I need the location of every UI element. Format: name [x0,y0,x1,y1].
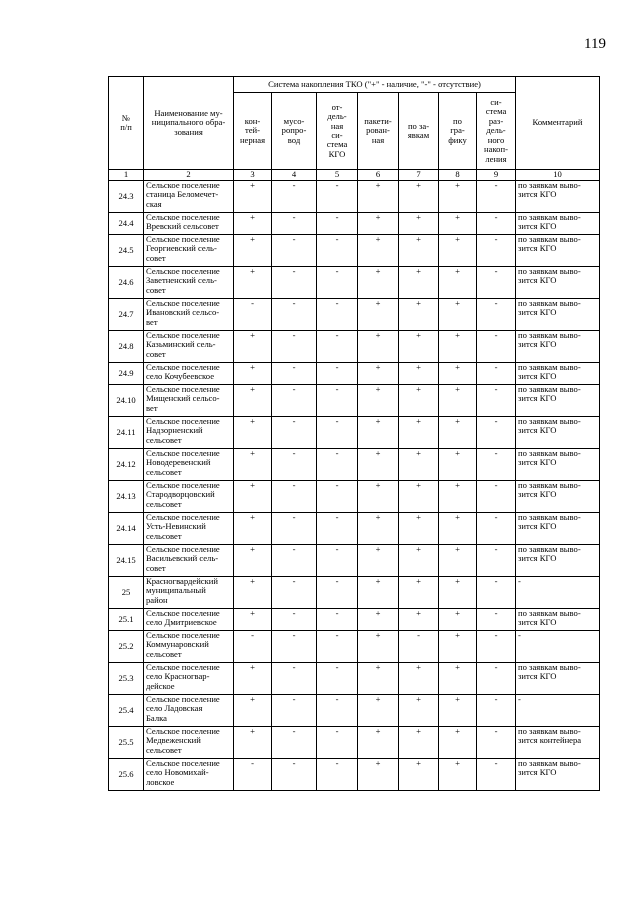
municipality-name: Сельское поселение село Новомихай- ловское [144,759,234,791]
cell-separate-collection: - [477,481,516,513]
cell-container: + [234,695,272,727]
row-number: 24.3 [109,181,144,213]
header-municipality: Наименование му- ниципального обра- зования [144,77,234,170]
cell-container: + [234,727,272,759]
table-row [109,513,600,545]
row-number: 24.15 [109,545,144,577]
column-index: 6 [358,170,399,181]
cell-on-request: + [399,267,439,299]
municipality-name: Сельское поселение станица Беломечет- ская [144,181,234,213]
row-comment: по заявкам выво- зится КГО [516,513,600,545]
table-row [109,235,600,267]
cell-packaged: + [358,181,399,213]
row-number: 24.10 [109,385,144,417]
column-index-row [109,170,600,181]
cell-on-request: + [399,417,439,449]
cell-kgo-system: - [317,759,358,791]
cell-packaged: + [358,663,399,695]
cell-on-schedule: + [439,577,477,609]
table-row [109,363,600,385]
column-index: 4 [272,170,317,181]
table-row [109,631,600,663]
cell-on-schedule: + [439,417,477,449]
cell-on-request: + [399,759,439,791]
cell-packaged: + [358,727,399,759]
cell-container: + [234,577,272,609]
header-kgo-system: от- дель- ная си- стема КГО [317,93,358,170]
table-row [109,727,600,759]
row-number: 25.2 [109,631,144,663]
cell-container: + [234,235,272,267]
row-comment: по заявкам выво- зится КГО [516,449,600,481]
header-number: № п/п [109,77,144,170]
table-row [109,267,600,299]
row-comment: по заявкам выво- зится КГО [516,267,600,299]
cell-container: + [234,267,272,299]
table-row [109,609,600,631]
municipality-name: Сельское поселение Казьминский сель- совет [144,331,234,363]
cell-kgo-system: - [317,609,358,631]
cell-on-request: + [399,181,439,213]
cell-separate-collection: - [477,331,516,363]
cell-separate-collection: - [477,267,516,299]
row-number: 24.14 [109,513,144,545]
cell-on-schedule: + [439,331,477,363]
table-row [109,417,600,449]
cell-on-request: + [399,363,439,385]
cell-on-request: + [399,545,439,577]
cell-packaged: + [358,481,399,513]
cell-packaged: + [358,759,399,791]
column-index: 9 [477,170,516,181]
column-index: 2 [144,170,234,181]
cell-packaged: + [358,449,399,481]
row-comment: по заявкам выво- зится КГО [516,417,600,449]
table-row [109,213,600,235]
row-number: 25.4 [109,695,144,727]
row-number: 25.5 [109,727,144,759]
cell-container: - [234,759,272,791]
cell-on-schedule: + [439,609,477,631]
table-row [109,449,600,481]
cell-on-request: + [399,331,439,363]
table-row [109,385,600,417]
municipality-name: Красногвардейский муниципальный район [144,577,234,609]
row-comment: по заявкам выво- зится КГО [516,235,600,267]
column-index: 5 [317,170,358,181]
cell-separate-collection: - [477,181,516,213]
municipality-name: Сельское поселение Коммунаровский сельсовет [144,631,234,663]
row-number: 24.12 [109,449,144,481]
cell-on-schedule: + [439,545,477,577]
cell-garbage-chute: - [272,267,317,299]
cell-container: + [234,663,272,695]
cell-separate-collection: - [477,631,516,663]
column-index: 3 [234,170,272,181]
cell-on-schedule: + [439,267,477,299]
row-number: 25 [109,577,144,609]
row-comment: по заявкам выво- зится КГО [516,181,600,213]
cell-packaged: + [358,513,399,545]
cell-kgo-system: - [317,481,358,513]
cell-packaged: + [358,363,399,385]
cell-on-schedule: + [439,481,477,513]
cell-separate-collection: - [477,449,516,481]
column-index: 1 [109,170,144,181]
table-header [109,77,600,181]
cell-on-request: + [399,513,439,545]
row-number: 24.4 [109,213,144,235]
cell-on-request: - [399,631,439,663]
table-row [109,759,600,791]
row-number: 25.6 [109,759,144,791]
cell-on-schedule: + [439,235,477,267]
cell-kgo-system: - [317,695,358,727]
cell-container: + [234,513,272,545]
header-packaged: пакети- рован- ная [358,93,399,170]
cell-garbage-chute: - [272,663,317,695]
row-comment: по заявкам выво- зится КГО [516,609,600,631]
cell-separate-collection: - [477,299,516,331]
cell-kgo-system: - [317,385,358,417]
municipality-name: Сельское поселение Вревский сельсовет [144,213,234,235]
cell-container: + [234,363,272,385]
cell-packaged: + [358,267,399,299]
cell-garbage-chute: - [272,235,317,267]
cell-on-request: + [399,727,439,759]
cell-kgo-system: - [317,299,358,331]
header-on-schedule: по гра- фику [439,93,477,170]
row-number: 24.9 [109,363,144,385]
cell-on-schedule: + [439,695,477,727]
cell-on-schedule: + [439,299,477,331]
cell-on-request: + [399,577,439,609]
cell-garbage-chute: - [272,513,317,545]
cell-on-request: + [399,609,439,631]
table-row [109,663,600,695]
cell-on-schedule: + [439,385,477,417]
cell-garbage-chute: - [272,299,317,331]
row-number: 24.11 [109,417,144,449]
municipality-name: Сельское поселение Заветненский сель- совет [144,267,234,299]
cell-on-request: + [399,299,439,331]
cell-kgo-system: - [317,213,358,235]
cell-garbage-chute: - [272,759,317,791]
column-index: 8 [439,170,477,181]
cell-container: - [234,631,272,663]
cell-separate-collection: - [477,727,516,759]
cell-kgo-system: - [317,267,358,299]
table-row [109,545,600,577]
cell-garbage-chute: - [272,385,317,417]
row-number: 24.13 [109,481,144,513]
cell-separate-collection: - [477,545,516,577]
cell-on-request: + [399,385,439,417]
row-comment: - [516,695,600,727]
page-number: 119 [584,36,606,52]
cell-on-request: + [399,481,439,513]
cell-container: + [234,331,272,363]
header-on-request: по за- явкам [399,93,439,170]
row-comment: - [516,631,600,663]
row-number: 24.5 [109,235,144,267]
cell-packaged: + [358,299,399,331]
cell-on-request: + [399,663,439,695]
cell-garbage-chute: - [272,631,317,663]
cell-packaged: + [358,331,399,363]
cell-container: + [234,545,272,577]
cell-separate-collection: - [477,695,516,727]
cell-on-request: + [399,235,439,267]
cell-kgo-system: - [317,545,358,577]
cell-garbage-chute: - [272,609,317,631]
cell-on-schedule: + [439,363,477,385]
municipality-name: Сельское поселение Усть-Невинский сельсовет [144,513,234,545]
cell-separate-collection: - [477,235,516,267]
row-number: 24.7 [109,299,144,331]
cell-garbage-chute: - [272,449,317,481]
cell-garbage-chute: - [272,213,317,235]
cell-kgo-system: - [317,417,358,449]
header-garbage-chute: мусо- ропро- вод [272,93,317,170]
header-system-group: Система накопления ТКО ("+" - наличие, "-" - отсутствие) [234,77,516,93]
cell-packaged: + [358,417,399,449]
row-comment: по заявкам выво- зится КГО [516,363,600,385]
cell-container: - [234,299,272,331]
cell-on-schedule: + [439,181,477,213]
header-container: кон- тей- нерная [234,93,272,170]
cell-on-schedule: + [439,449,477,481]
table-row [109,695,600,727]
municipality-name: Сельское поселение Мищенский сельсо- вет [144,385,234,417]
cell-kgo-system: - [317,631,358,663]
row-number: 25.1 [109,609,144,631]
cell-packaged: + [358,695,399,727]
cell-garbage-chute: - [272,181,317,213]
cell-packaged: + [358,213,399,235]
cell-separate-collection: - [477,759,516,791]
table-row [109,481,600,513]
cell-container: + [234,181,272,213]
row-comment: по заявкам выво- зится КГО [516,545,600,577]
row-comment: по заявкам выво- зится КГО [516,213,600,235]
cell-kgo-system: - [317,181,358,213]
cell-on-schedule: + [439,663,477,695]
row-comment: по заявкам выво- зится КГО [516,331,600,363]
cell-garbage-chute: - [272,417,317,449]
cell-garbage-chute: - [272,331,317,363]
municipality-name: Сельское поселение Надзорненский сельсовет [144,417,234,449]
cell-separate-collection: - [477,385,516,417]
cell-on-schedule: + [439,213,477,235]
cell-on-request: + [399,213,439,235]
cell-garbage-chute: - [272,363,317,385]
column-index: 10 [516,170,600,181]
column-index: 7 [399,170,439,181]
cell-on-schedule: + [439,513,477,545]
row-number: 25.3 [109,663,144,695]
municipality-name: Сельское поселение Новодеревенский сельсовет [144,449,234,481]
row-comment: по заявкам выво- зится КГО [516,299,600,331]
cell-separate-collection: - [477,363,516,385]
cell-container: + [234,417,272,449]
municipality-name: Сельское поселение Медвеженский сельсовет [144,727,234,759]
cell-kgo-system: - [317,577,358,609]
cell-separate-collection: - [477,609,516,631]
cell-on-schedule: + [439,759,477,791]
tko-accumulation-table [108,76,600,791]
row-comment: по заявкам выво- зится КГО [516,663,600,695]
cell-garbage-chute: - [272,695,317,727]
municipality-name: Сельское поселение село Кочубеевское [144,363,234,385]
cell-garbage-chute: - [272,727,317,759]
cell-container: + [234,449,272,481]
cell-container: + [234,213,272,235]
cell-garbage-chute: - [272,545,317,577]
cell-packaged: + [358,385,399,417]
cell-kgo-system: - [317,663,358,695]
cell-packaged: + [358,545,399,577]
row-comment: по заявкам выво- зится КГО [516,759,600,791]
cell-kgo-system: - [317,235,358,267]
table-row [109,331,600,363]
cell-on-request: + [399,695,439,727]
municipality-name: Сельское поселение Стародворцовский сельсовет [144,481,234,513]
row-comment: - [516,577,600,609]
cell-packaged: + [358,631,399,663]
cell-kgo-system: - [317,449,358,481]
table-body [109,181,600,791]
municipality-name: Сельское поселение Васильевский сель- совет [144,545,234,577]
row-comment: по заявкам выво- зится КГО [516,481,600,513]
cell-separate-collection: - [477,663,516,695]
cell-on-schedule: + [439,631,477,663]
cell-packaged: + [358,577,399,609]
cell-kgo-system: - [317,513,358,545]
cell-on-schedule: + [439,727,477,759]
cell-packaged: + [358,609,399,631]
municipality-name: Сельское поселение Ивановский сельсо- вет [144,299,234,331]
row-number: 24.6 [109,267,144,299]
cell-container: + [234,481,272,513]
cell-separate-collection: - [477,513,516,545]
cell-container: + [234,609,272,631]
cell-on-request: + [399,449,439,481]
header-separate-collection: си- стема раз- дель- ного накоп- ления [477,93,516,170]
cell-garbage-chute: - [272,577,317,609]
municipality-name: Сельское поселение село Дмитриевское [144,609,234,631]
table-row [109,299,600,331]
cell-separate-collection: - [477,417,516,449]
cell-separate-collection: - [477,577,516,609]
municipality-name: Сельское поселение село Красногвар- дейское [144,663,234,695]
cell-kgo-system: - [317,331,358,363]
row-number: 24.8 [109,331,144,363]
table-row [109,181,600,213]
row-comment: по заявкам выво- зится контейнера [516,727,600,759]
cell-garbage-chute: - [272,481,317,513]
table-row [109,577,600,609]
cell-container: + [234,385,272,417]
cell-kgo-system: - [317,727,358,759]
cell-separate-collection: - [477,213,516,235]
cell-kgo-system: - [317,363,358,385]
municipality-name: Сельское поселение село Ладовская Балка [144,695,234,727]
cell-packaged: + [358,235,399,267]
municipality-name: Сельское поселение Георгиевский сель- совет [144,235,234,267]
row-comment: по заявкам выво- зится КГО [516,385,600,417]
header-comment: Комментарий [516,77,600,170]
